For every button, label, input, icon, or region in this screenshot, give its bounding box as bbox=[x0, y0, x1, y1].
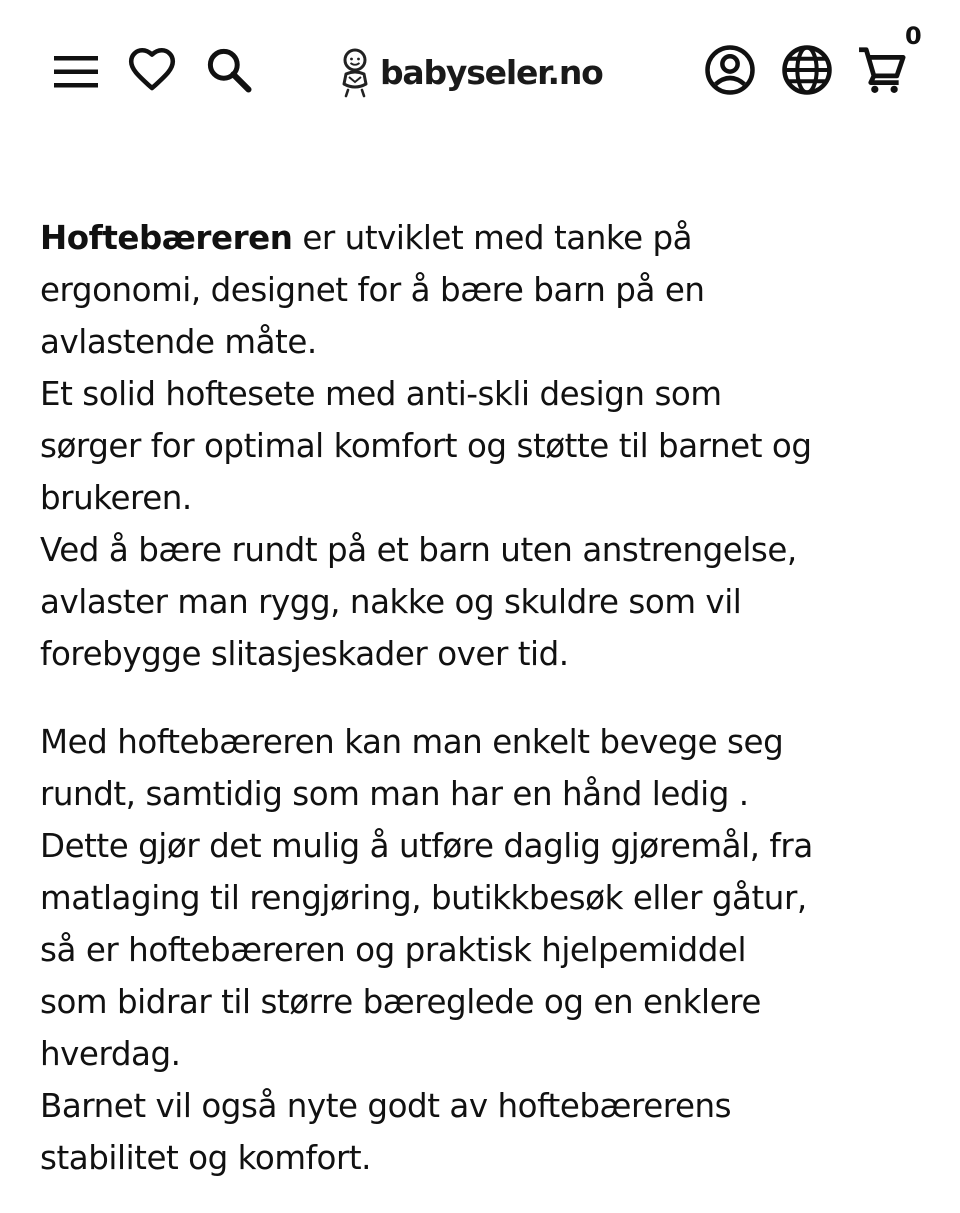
text-line: Dette gjør det mulig å utføre daglig gjøremål, fra bbox=[40, 827, 813, 865]
hamburger-menu-icon[interactable] bbox=[52, 48, 100, 96]
text-line: hverdag. bbox=[40, 1035, 181, 1073]
brand-name: babyseler.no bbox=[380, 52, 603, 92]
text-line: ergonomi, designet for å bære barn på en bbox=[40, 271, 705, 309]
site-header bbox=[0, 0, 960, 150]
text-line: stabilitet og komfort. bbox=[40, 1139, 372, 1177]
text-line: Ved å bære rundt på et barn uten anstrengelse, bbox=[40, 531, 797, 569]
text-line: Barnet vil også nyte godt av hoftebærerens bbox=[40, 1087, 732, 1125]
cart-count-badge: 0 bbox=[905, 22, 922, 50]
text-line: avlastende måte. bbox=[40, 323, 317, 361]
account-icon[interactable] bbox=[703, 43, 757, 97]
search-icon[interactable] bbox=[203, 44, 255, 96]
cart-icon[interactable] bbox=[855, 43, 909, 97]
text-line: sørger for optimal komfort og støtte til barnet og bbox=[40, 427, 812, 465]
text-line: som bidrar til større bæreglede og en enklere bbox=[40, 983, 761, 1021]
baby-logo-icon bbox=[338, 46, 372, 98]
text-line: Et solid hoftesete med anti-skli design som bbox=[40, 375, 722, 413]
text-line: forebygge slitasjeskader over tid. bbox=[40, 635, 569, 673]
product-name: Hoftebæreren bbox=[40, 219, 293, 257]
heart-icon[interactable] bbox=[126, 44, 178, 96]
text-line: avlaster man rygg, nakke og skuldre som vil bbox=[40, 583, 742, 621]
product-description bbox=[40, 212, 925, 1184]
description-paragraph-2 bbox=[40, 716, 925, 1184]
brand-logo[interactable] bbox=[338, 44, 603, 100]
text-line: rundt, samtidig som man har en hånd ledig . bbox=[40, 775, 749, 813]
text-line: så er hoftebæreren og praktisk hjelpemiddel bbox=[40, 931, 747, 969]
description-paragraph-1 bbox=[40, 212, 925, 680]
text-line: matlaging til rengjøring, butikkbesøk eller gåtur, bbox=[40, 879, 807, 917]
text-line: Hoftebæreren er utviklet med tanke på bbox=[40, 219, 693, 257]
text-line: brukeren. bbox=[40, 479, 192, 517]
text-line: Med hoftebæreren kan man enkelt bevege seg bbox=[40, 723, 784, 761]
globe-icon[interactable] bbox=[780, 43, 834, 97]
